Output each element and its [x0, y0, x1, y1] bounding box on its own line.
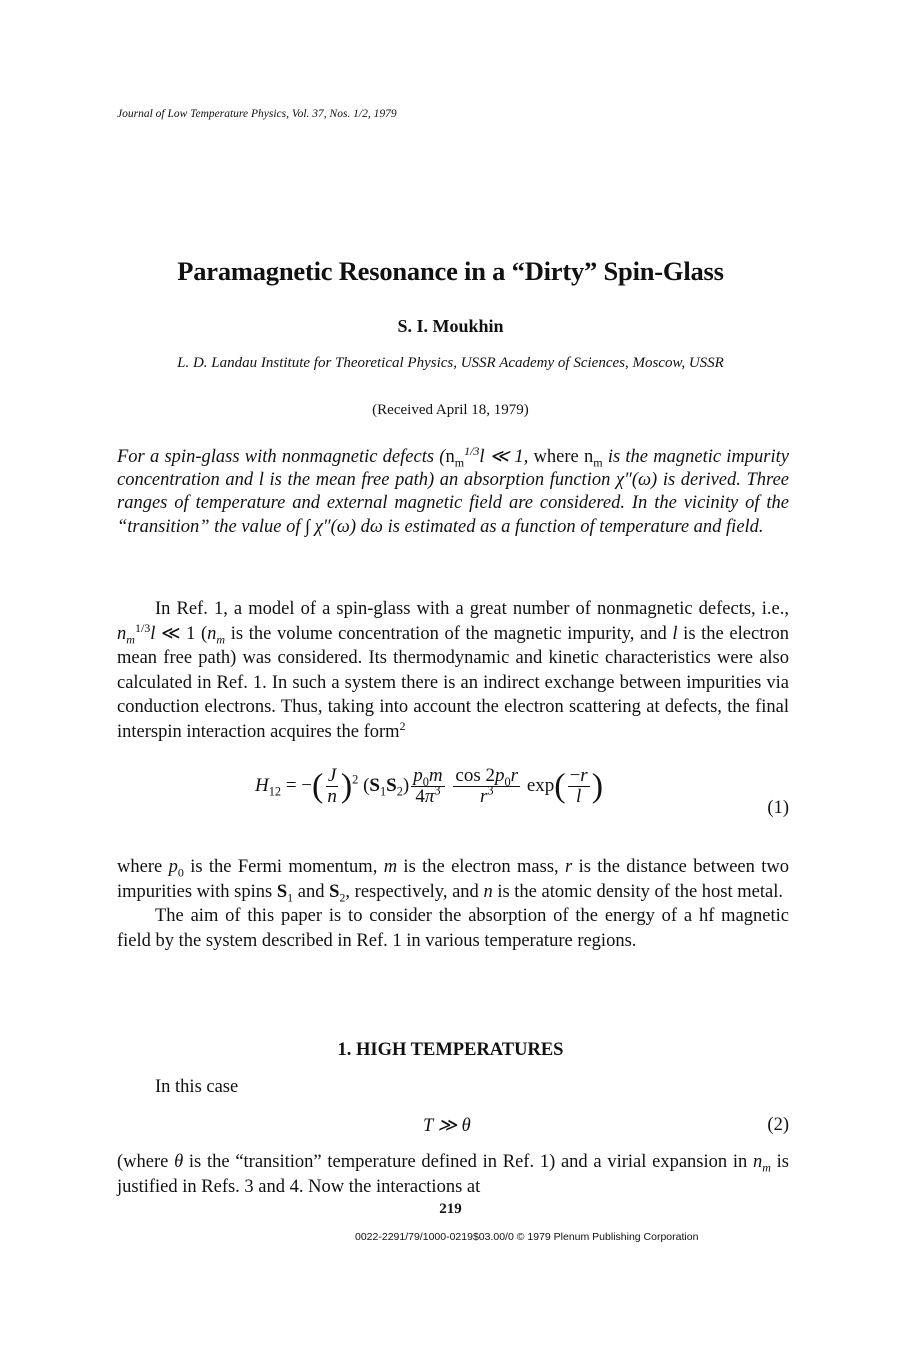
equation-1-number: (1) — [767, 798, 789, 818]
equation-2 — [117, 1115, 789, 1141]
journal-header: Journal of Low Temperature Physics, Vol. 37, Nos. 1/2, 1979 — [117, 108, 397, 120]
abstract: For a spin-glass with nonmagnetic defects ($n_m^{1/3}l$ ≪ 1, where $n_m$ is the magnetic impurity concentration and l is the mean free path) an absorption function χ″(ω) is derived. Three ranges of temperature and external magnetic field are considered. In the vicinity of the “transition” the value of ∫ χ″(ω) dω is estimated as a function of temperature and field. — [117, 443, 790, 537]
equation-2-number: (2) — [767, 1115, 789, 1135]
paper-title: Paramagnetic Resonance in a “Dirty” Spin-Glass — [177, 256, 724, 286]
copyright-footer: 0022-2291/79/1000-0219$03.00/0 © 1979 Plenum Publishing Corporation — [355, 1231, 699, 1243]
aim-paragraph: The aim of this paper is to consider the absorption of the energy of a hf magnetic field by the system described in Ref. 1 in various temperature regions. — [117, 906, 789, 951]
equation-1: $H_{12}$ = −( $\frac{J}{n}$ )$^2$ $(S_1S_2)$ $\frac{p_0m}{4\pi^3}$ $\frac{\cos 2p_0r}{r^3}$ exp( $\frac{-r}{l}$ ) (1) — [255, 765, 789, 818]
virial-paragraph: (where θ is the “transition” temperature defined in Ref. 1) and a virial expansion in $n_m$ is justified in Refs. 3 and 4. Now the interactions at — [117, 1152, 789, 1197]
after-equation-text: where $p_0$ is the Fermi momentum, m is the electron mass, r is the distance between two impurities with spins $S_1$ and $S_2$, respectively, and n is the atomic density of the host metal. The aim of this paper is to consider the absorption of the energy of a hf magnetic field by the system described in Ref. 1 in various temperature regions. — [117, 855, 789, 953]
author-name: S. I. Moukhin — [397, 316, 504, 336]
intro-paragraph: In Ref. 1, a model of a spin-glass with a great number of nonmagnetic defects, i.e., $n_m^{1/3}l$ ≪ 1 ($n_m$ is the volume concentration of the magnetic impurity, and l is the electron mean free path) was considered. Its thermodynamic and kinetic characteristics were also calculated in Ref. 1. In such a system there is an indirect exchange between impurities via conduction electrons. Thus, taking into account the electron scattering at defects, the final interspin interaction acquires the form$^2$ — [117, 599, 789, 742]
received-date: (Received April 18, 1979) — [372, 402, 529, 418]
in-this-case-text: In this case — [155, 1077, 239, 1097]
page-number: 219 — [439, 1201, 462, 1217]
author-affiliation: L. D. Landau Institute for Theoretical Physics, USSR Academy of Sciences, Moscow, USSR — [177, 355, 724, 371]
equation-2-expression: T ≫ θ — [423, 1116, 471, 1136]
section-heading: 1. HIGH TEMPERATURES — [337, 1040, 564, 1060]
